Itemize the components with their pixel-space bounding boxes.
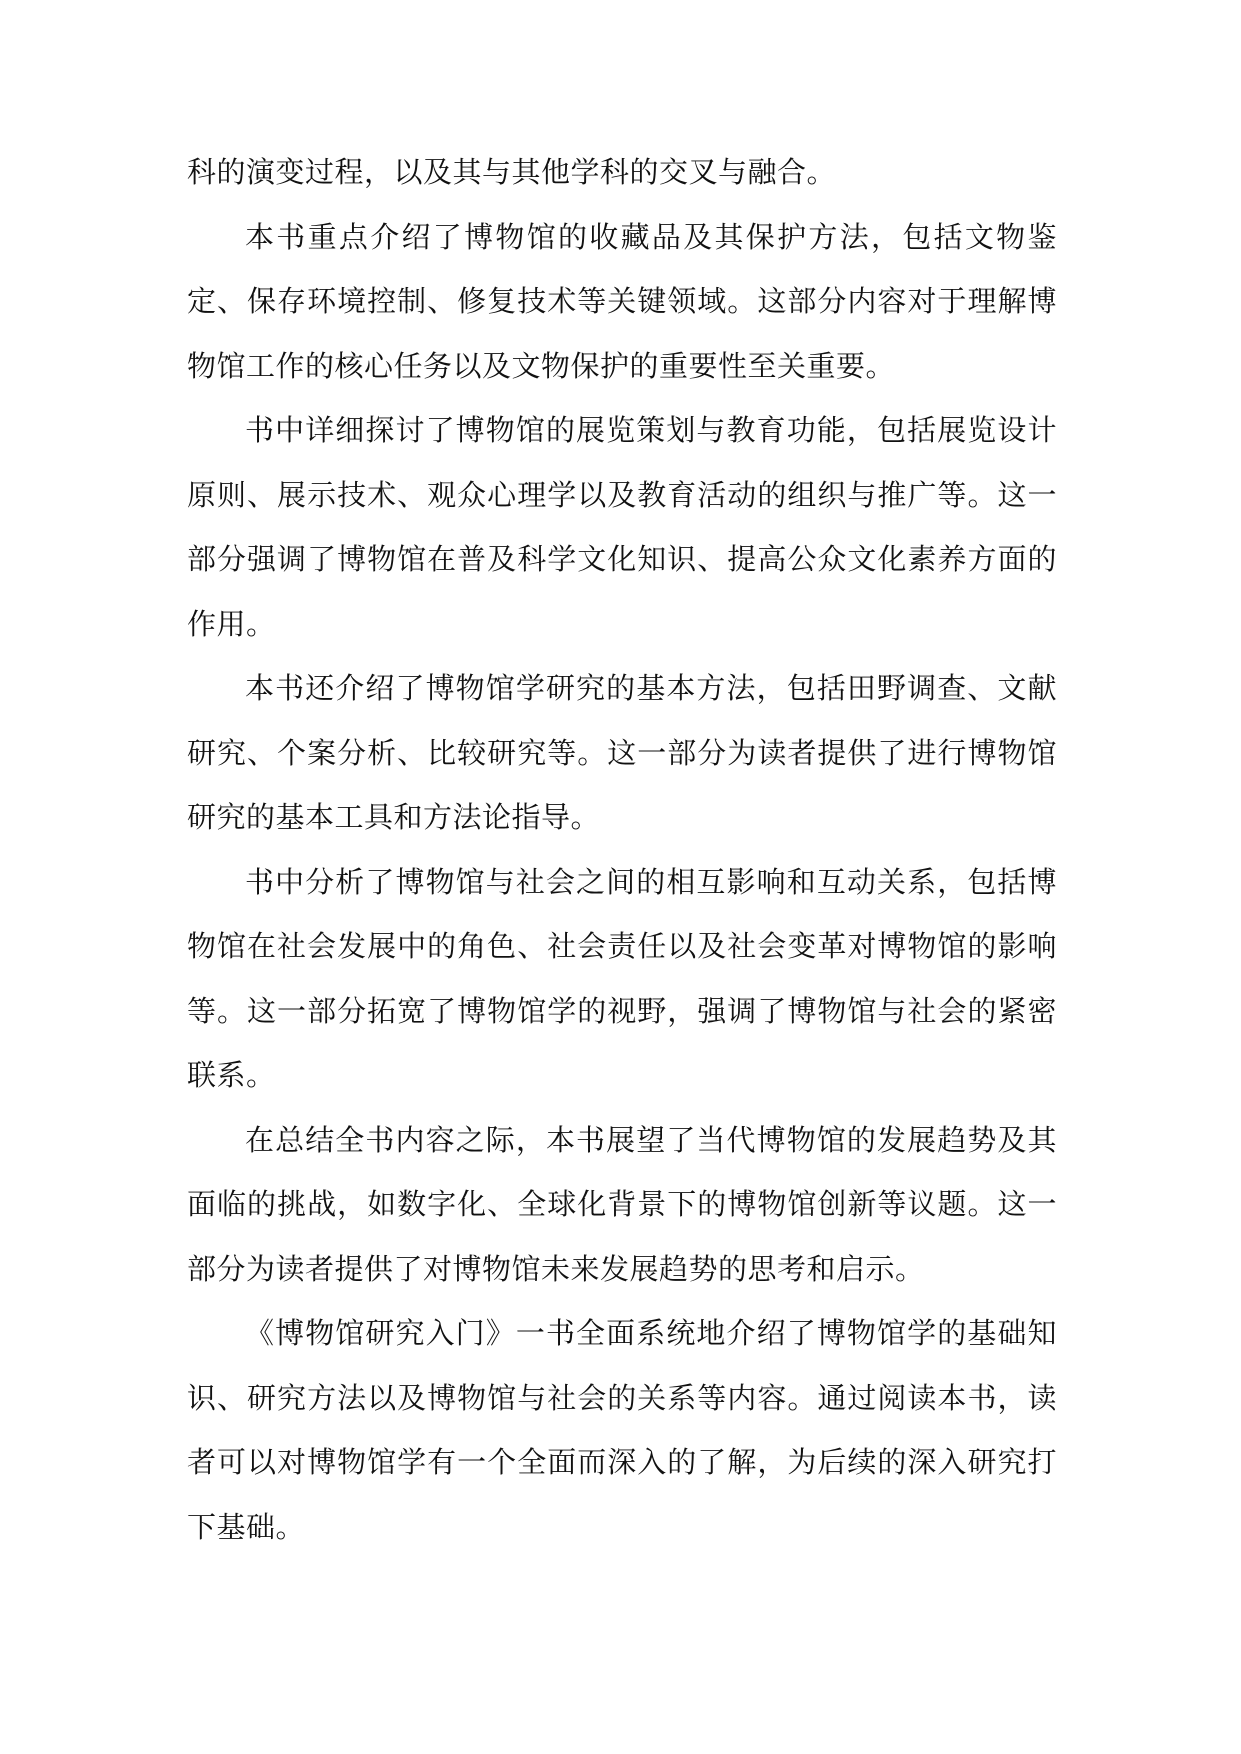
paragraph-trends: 在总结全书内容之际，本书展望了当代博物馆的发展趋势及其面临的挑战，如数字化、全球化背景下的博物馆创新等议题。这一部分为读者提供了对博物馆未来发展趋势的思考和启示。 <box>187 1122 1057 1286</box>
paragraph-collections: 本书重点介绍了博物馆的收藏品及其保护方法，包括文物鉴定、保存环境控制、修复技术等关键领域。这部分内容对于理解博物馆工作的核心任务以及文物保护的重要性至关重要。 <box>187 219 1057 383</box>
paragraph-continued: 科的演变过程，以及其与其他学科的交叉与融合。 <box>187 155 837 189</box>
paragraph-research-methods: 本书还介绍了博物馆学研究的基本方法，包括田野调查、文献研究、个案分析、比较研究等。这一部分为读者提供了进行博物馆研究的基本工具和方法论指导。 <box>187 671 1057 834</box>
paragraph-museum-society: 书中分析了博物馆与社会之间的相互影响和互动关系，包括博物馆在社会发展中的角色、社会责任以及社会变革对博物馆的影响等。这一部分拓宽了博物馆学的视野，强调了博物馆与社会的紧密联系。 <box>187 864 1057 1092</box>
paragraph-exhibitions: 书中详细探讨了博物馆的展览策划与教育功能，包括展览设计原则、展示技术、观众心理学以及教育活动的组织与推广等。这一部分强调了博物馆在普及科学文化知识、提高公众文化素养方面的作用。 <box>187 413 1057 641</box>
document-body <box>187 140 1057 1559</box>
paragraph-conclusion: 《博物馆研究入门》一书全面系统地介绍了博物馆学的基础知识、研究方法以及博物馆与社会的关系等内容。通过阅读本书，读者可以对博物馆学有一个全面而深入的了解，为后续的深入研究打下基础。 <box>187 1316 1057 1544</box>
